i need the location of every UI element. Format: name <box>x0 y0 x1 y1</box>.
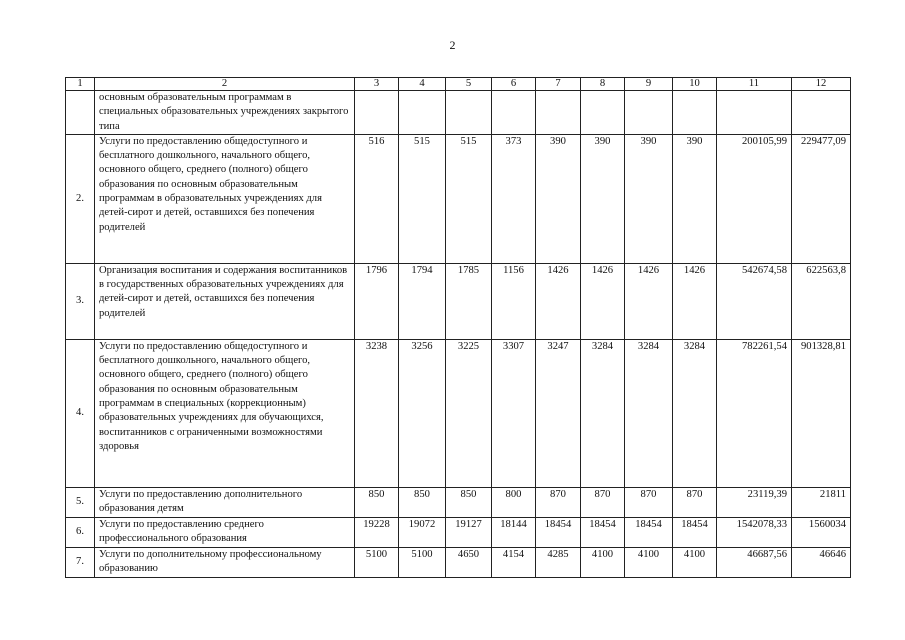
service-name: Услуги по предоставлению общедоступного и бесплатного дошкольного, начального общего, основного общего, среднего (полного) общего образования по основным образовательным программам в специальных (коррекционным) образовательных учреждениях для обучающихся, воспитанников с ограниченными возможностями здоровья <box>95 339 355 487</box>
value-cell: 901328,81 <box>792 339 851 487</box>
value-cell: 870 <box>581 487 625 517</box>
value-cell: 18454 <box>673 517 717 547</box>
value-cell: 23119,39 <box>717 487 792 517</box>
value-cell <box>399 91 446 135</box>
column-header: 8 <box>581 78 625 91</box>
value-cell: 1796 <box>355 263 399 339</box>
column-header: 12 <box>792 78 851 91</box>
row-number: 6. <box>66 517 95 547</box>
value-cell: 4285 <box>536 547 581 577</box>
services-table <box>65 77 851 578</box>
value-cell: 18144 <box>492 517 536 547</box>
value-cell: 19127 <box>446 517 492 547</box>
column-header: 2 <box>95 78 355 91</box>
value-cell: 3284 <box>625 339 673 487</box>
value-cell: 390 <box>673 134 717 263</box>
service-name: основным образовательным программам в специальных образовательных учреждениях закрытого типа <box>95 91 355 135</box>
value-cell: 3247 <box>536 339 581 487</box>
row-number: 7. <box>66 547 95 577</box>
value-cell: 1542078,33 <box>717 517 792 547</box>
value-cell: 3256 <box>399 339 446 487</box>
value-cell: 5100 <box>355 547 399 577</box>
value-cell: 870 <box>673 487 717 517</box>
row-number: 3. <box>66 263 95 339</box>
value-cell: 515 <box>446 134 492 263</box>
service-name: Услуги по предоставлению общедоступного и бесплатного дошкольного, начального общего, основного общего, среднего (полного) общего образования по основным образовательным программам в образовательных учреждениях для детей-сирот и детей, оставшихся без попечения родителей <box>95 134 355 263</box>
table-row <box>66 134 851 263</box>
value-cell: 1794 <box>399 263 446 339</box>
column-header: 10 <box>673 78 717 91</box>
service-name: Услуги по предоставлению среднего профессионального образования <box>95 517 355 547</box>
column-header: 9 <box>625 78 673 91</box>
table-body <box>66 78 851 578</box>
column-header: 7 <box>536 78 581 91</box>
value-cell: 1426 <box>625 263 673 339</box>
value-cell: 390 <box>581 134 625 263</box>
service-name: Организация воспитания и содержания воспитанников в государственных образовательных учреждениях для детей-сирот и детей, оставшихся без попечения родителей <box>95 263 355 339</box>
column-header: 11 <box>717 78 792 91</box>
value-cell <box>492 91 536 135</box>
column-header: 4 <box>399 78 446 91</box>
value-cell: 1560034 <box>792 517 851 547</box>
value-cell: 3307 <box>492 339 536 487</box>
service-name: Услуги по предоставлению дополнительного образования детям <box>95 487 355 517</box>
value-cell: 800 <box>492 487 536 517</box>
row-number: 5. <box>66 487 95 517</box>
table-row <box>66 91 851 135</box>
value-cell <box>717 91 792 135</box>
table-row <box>66 263 851 339</box>
page-number: 2 <box>449 38 456 52</box>
column-header: 3 <box>355 78 399 91</box>
table-header-row <box>66 78 851 91</box>
value-cell: 18454 <box>536 517 581 547</box>
value-cell: 515 <box>399 134 446 263</box>
value-cell: 19072 <box>399 517 446 547</box>
value-cell: 1426 <box>673 263 717 339</box>
value-cell: 18454 <box>625 517 673 547</box>
row-number <box>66 91 95 135</box>
value-cell: 850 <box>355 487 399 517</box>
value-cell: 4100 <box>581 547 625 577</box>
value-cell: 1785 <box>446 263 492 339</box>
value-cell: 1426 <box>581 263 625 339</box>
row-number: 4. <box>66 339 95 487</box>
value-cell: 1426 <box>536 263 581 339</box>
value-cell: 18454 <box>581 517 625 547</box>
value-cell: 870 <box>536 487 581 517</box>
value-cell <box>792 91 851 135</box>
value-cell: 46687,56 <box>717 547 792 577</box>
value-cell: 5100 <box>399 547 446 577</box>
value-cell: 542674,58 <box>717 263 792 339</box>
column-header: 6 <box>492 78 536 91</box>
value-cell: 390 <box>536 134 581 263</box>
value-cell: 782261,54 <box>717 339 792 487</box>
value-cell: 200105,99 <box>717 134 792 263</box>
value-cell: 46646 <box>792 547 851 577</box>
column-header: 1 <box>66 78 95 91</box>
service-name: Услуги по дополнительному профессиональному образованию <box>95 547 355 577</box>
value-cell: 19228 <box>355 517 399 547</box>
value-cell: 373 <box>492 134 536 263</box>
value-cell: 516 <box>355 134 399 263</box>
value-cell: 850 <box>446 487 492 517</box>
value-cell: 870 <box>625 487 673 517</box>
value-cell: 622563,8 <box>792 263 851 339</box>
table-row <box>66 339 851 487</box>
value-cell: 4100 <box>625 547 673 577</box>
value-cell: 3284 <box>673 339 717 487</box>
value-cell <box>536 91 581 135</box>
row-number: 2. <box>66 134 95 263</box>
value-cell: 1156 <box>492 263 536 339</box>
value-cell <box>673 91 717 135</box>
value-cell <box>625 91 673 135</box>
value-cell: 390 <box>625 134 673 263</box>
value-cell: 21811 <box>792 487 851 517</box>
value-cell: 3284 <box>581 339 625 487</box>
value-cell <box>355 91 399 135</box>
value-cell <box>446 91 492 135</box>
table-row <box>66 547 851 577</box>
value-cell: 3225 <box>446 339 492 487</box>
value-cell: 4100 <box>673 547 717 577</box>
value-cell: 4154 <box>492 547 536 577</box>
value-cell <box>581 91 625 135</box>
value-cell: 3238 <box>355 339 399 487</box>
value-cell: 229477,09 <box>792 134 851 263</box>
value-cell: 850 <box>399 487 446 517</box>
table-row <box>66 517 851 547</box>
value-cell: 4650 <box>446 547 492 577</box>
column-header: 5 <box>446 78 492 91</box>
table-row <box>66 487 851 517</box>
